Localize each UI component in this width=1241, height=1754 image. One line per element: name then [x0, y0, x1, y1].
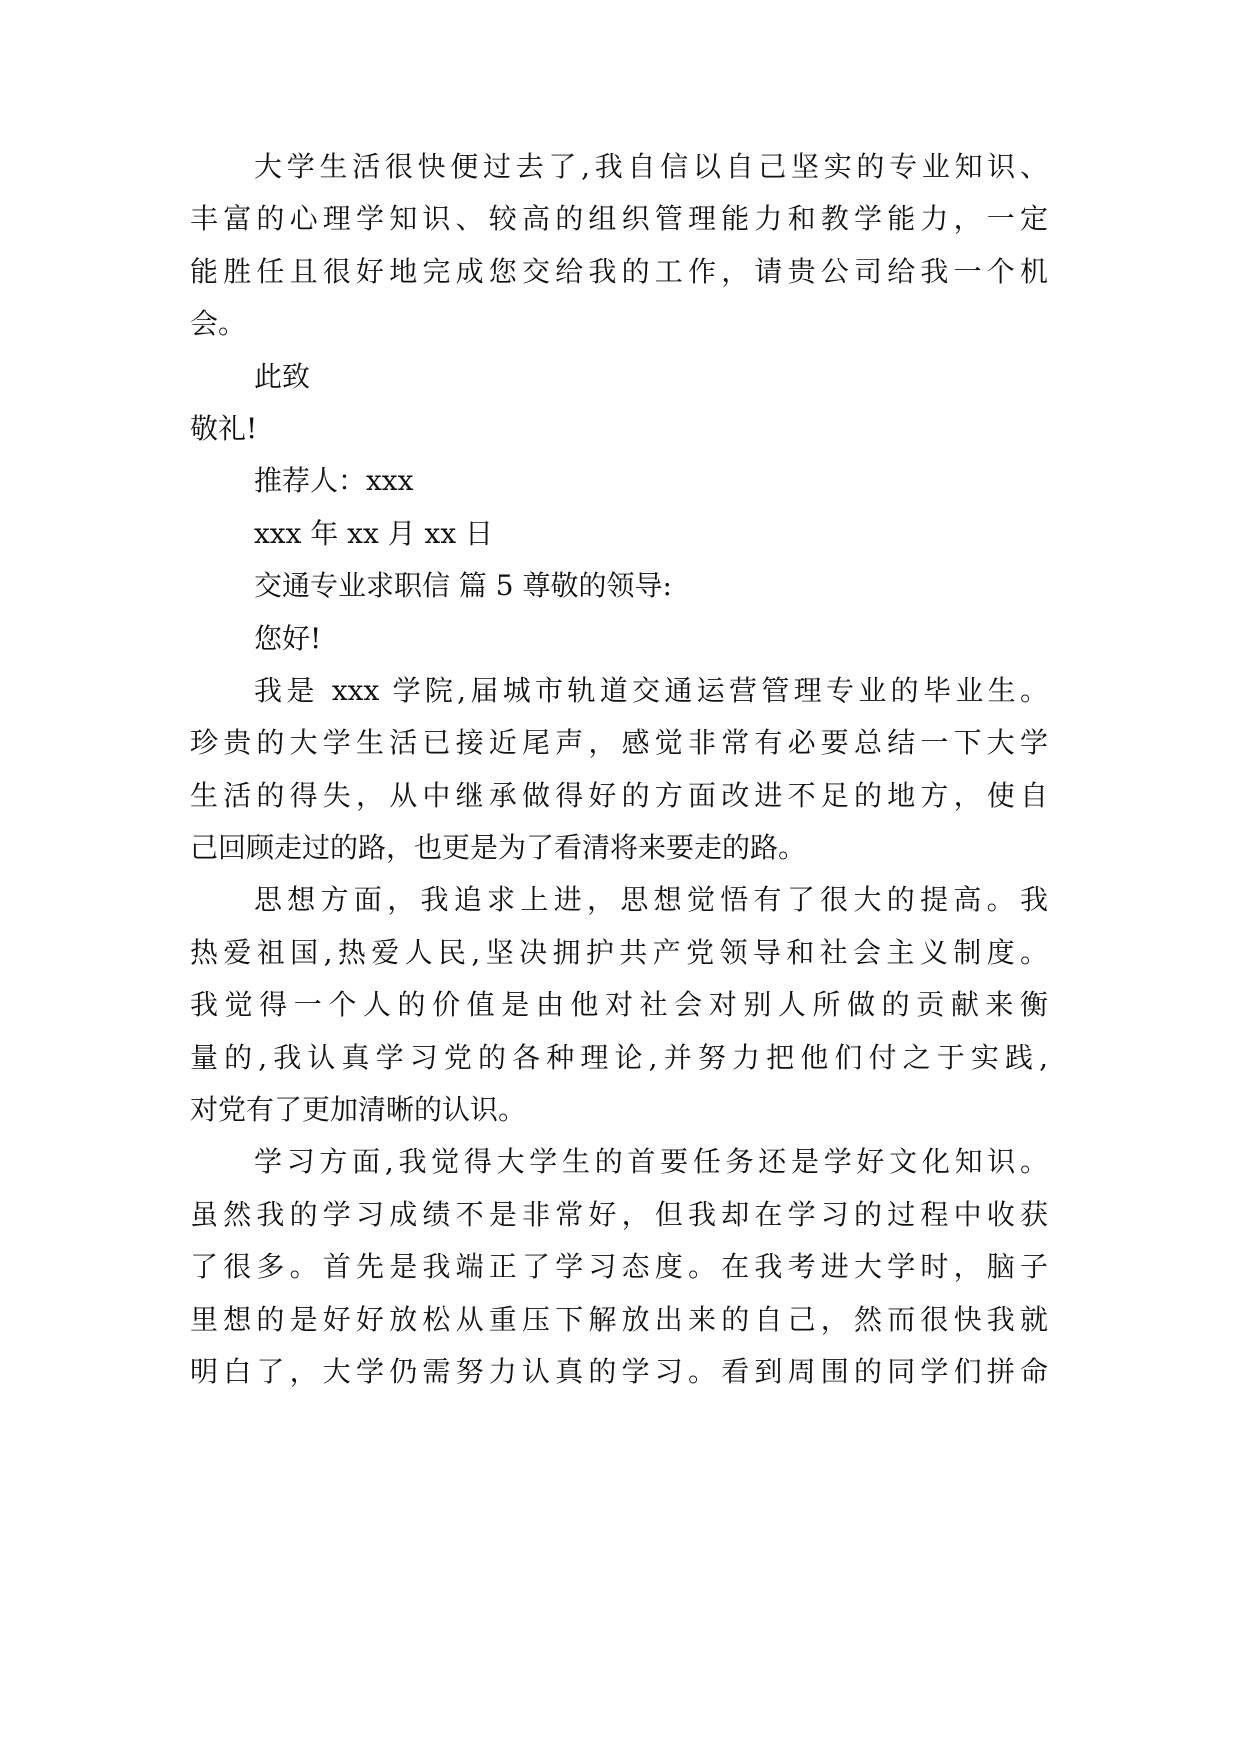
text-line: 思想方面，我追求上进，思想觉悟有了很大的提高。我	[254, 883, 1048, 917]
closing-salutation: 此致	[254, 359, 311, 393]
text-line: 我觉得一个人的价值是由他对社会对别人所做的贡献来衡	[190, 988, 1048, 1022]
text-line: 己回顾走过的路，也更是为了看清将来要走的路。	[190, 831, 807, 865]
signature-date: xxx 年 xx 月 xx 日	[254, 516, 494, 550]
document-page	[190, 141, 1048, 1398]
text-line: 会。	[190, 307, 247, 341]
text-line: 丰富的心理学知识、较高的组织管理能力和教学能力，一定	[190, 202, 1048, 236]
text-line: 学习方面,我觉得大学生的首要任务还是学好文化知识。	[254, 1145, 1048, 1179]
text-line: 大学生活很快便过去了,我自信以自己坚实的专业知识、	[254, 150, 1048, 183]
text-line: 虽然我的学习成绩不是非常好，但我却在学习的过程中收获	[190, 1197, 1048, 1231]
closing-regards: 敬礼!	[190, 411, 258, 445]
signature-recommender: 推荐人：xxx	[254, 464, 414, 498]
text-line: 热爱祖国,热爱人民,坚决拥护共产党领导和社会主义制度。	[190, 935, 1048, 969]
greeting: 您好!	[254, 621, 322, 655]
text-line: 能胜任且很好地完成您交给我的工作，请贵公司给我一个机	[190, 254, 1048, 288]
text-line: 我是 xxx 学院,届城市轨道交通运营管理专业的毕业生。	[254, 673, 1048, 707]
text-line: 了很多。首先是我端正了学习态度。在我考进大学时，脑子	[190, 1250, 1048, 1284]
text-line: 里想的是好好放松从重压下解放出来的自己，然而很快我就	[190, 1302, 1048, 1336]
text-line: 对党有了更加清晰的认识。	[190, 1093, 527, 1127]
text-line: 生活的得失，从中继承做得好的方面改进不足的地方，使自	[190, 778, 1048, 812]
text-line: 明白了，大学仍需努力认真的学习。看到周围的同学们拼命	[190, 1354, 1048, 1388]
section-heading: 交通专业求职信 篇 5 尊敬的领导:	[254, 569, 672, 603]
text-line: 量的,我认真学习党的各种理论,并努力把他们付之于实践,	[190, 1040, 1048, 1074]
text-line: 珍贵的大学生活已接近尾声，感觉非常有必要总结一下大学	[190, 726, 1048, 760]
